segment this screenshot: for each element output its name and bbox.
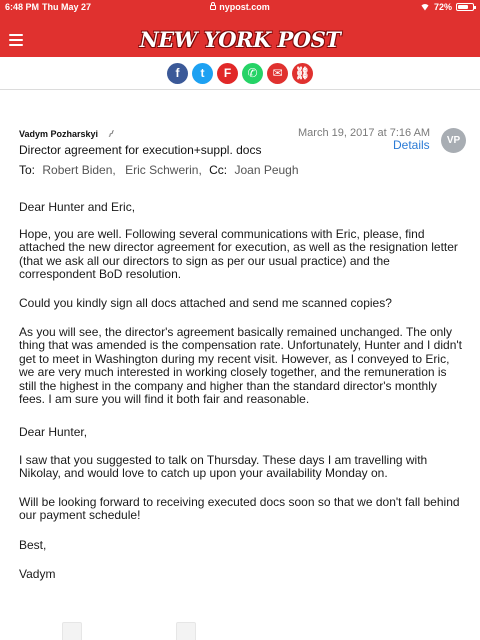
facebook-share-icon[interactable]: f — [167, 63, 188, 84]
site-header — [0, 0, 480, 57]
email-date: March 19, 2017 at 7:16 AM — [298, 127, 431, 139]
sender-name: Vadym Pozharskyi ⌇ — [19, 128, 116, 141]
twitter-share-icon[interactable]: t — [192, 63, 213, 84]
email-share-icon[interactable]: ✉ — [267, 63, 288, 84]
whatsapp-share-icon[interactable]: ✆ — [242, 63, 263, 84]
email-paragraph: Could you kindly sign all docs attached and send me scanned copies? — [19, 296, 392, 310]
wifi-icon — [420, 4, 430, 11]
email-paragraph: I saw that you suggested to talk on Thursday. These days I am travelling with Nikolay, and would love to catch up upon your availability Monday on. — [19, 453, 428, 481]
status-bar — [0, 0, 480, 14]
lock-icon — [210, 5, 216, 10]
email-paragraph: As you will see, the director's agreement basically remained unchanged. The only thing that was amended is the compensation rate. Unfortunately, Hunter and I didn't get to meet in Washington during my recent visit. However, as I conveyed to Eric, we are very much interested in working closely together, and the remuneration is still the highest in the company and higher than the standard director's monthly fees. I am sure you will find it both fair and reasonable. — [19, 325, 462, 407]
battery-fill — [458, 5, 468, 9]
status-indicators — [420, 2, 474, 12]
battery-percent: 72% — [433, 2, 452, 12]
site-logo[interactable]: NEW YORK POST — [139, 27, 341, 52]
recipient-cc-0[interactable]: Joan Peugh — [234, 163, 299, 177]
address-bar[interactable] — [0, 2, 480, 12]
email-view — [0, 91, 480, 640]
paperclip-icon: ⌇ — [105, 128, 116, 141]
email-paragraph: Best, — [19, 538, 47, 552]
email-paragraph: Vadym — [19, 567, 56, 581]
nav-bar — [0, 24, 480, 57]
email-paragraph: Hope, you are well. Following several communications with Eric, please, find attached the new director agreement for execution, as well as the resignation letter (that we ask all our directors to sign as per our usual practice) and the correspondent BoD resolution. — [19, 227, 458, 282]
cc-label: Cc: — [209, 163, 228, 177]
to-label: To: — [19, 163, 36, 177]
details-link[interactable]: Details — [393, 138, 430, 152]
email-paragraph: Dear Hunter and Eric, — [19, 200, 136, 214]
attachment-file-icon[interactable] — [176, 622, 196, 640]
attachment-file-icon[interactable] — [62, 622, 82, 640]
url-text: nypost.com — [219, 2, 270, 12]
copy-link-share-icon[interactable]: ⛓ — [292, 63, 313, 84]
avatar: VP — [441, 128, 466, 153]
email-paragraph: Dear Hunter, — [19, 425, 88, 439]
email-subject: Director agreement for execution+suppl. docs — [19, 143, 262, 157]
recipient-to-0[interactable]: Robert Biden, — [42, 163, 116, 177]
status-time: 6:48 PM — [5, 2, 40, 12]
recipient-to-1[interactable]: Eric Schwerin, — [125, 163, 202, 177]
battery-icon — [456, 3, 474, 11]
email-paragraph: Will be looking forward to receiving executed docs soon so that we don't fall behind our payment schedule! — [19, 495, 460, 523]
recipients-line — [19, 163, 299, 177]
flipboard-share-icon[interactable]: F — [217, 63, 238, 84]
share-bar — [0, 57, 480, 90]
status-date: Thu May 27 — [42, 2, 92, 12]
